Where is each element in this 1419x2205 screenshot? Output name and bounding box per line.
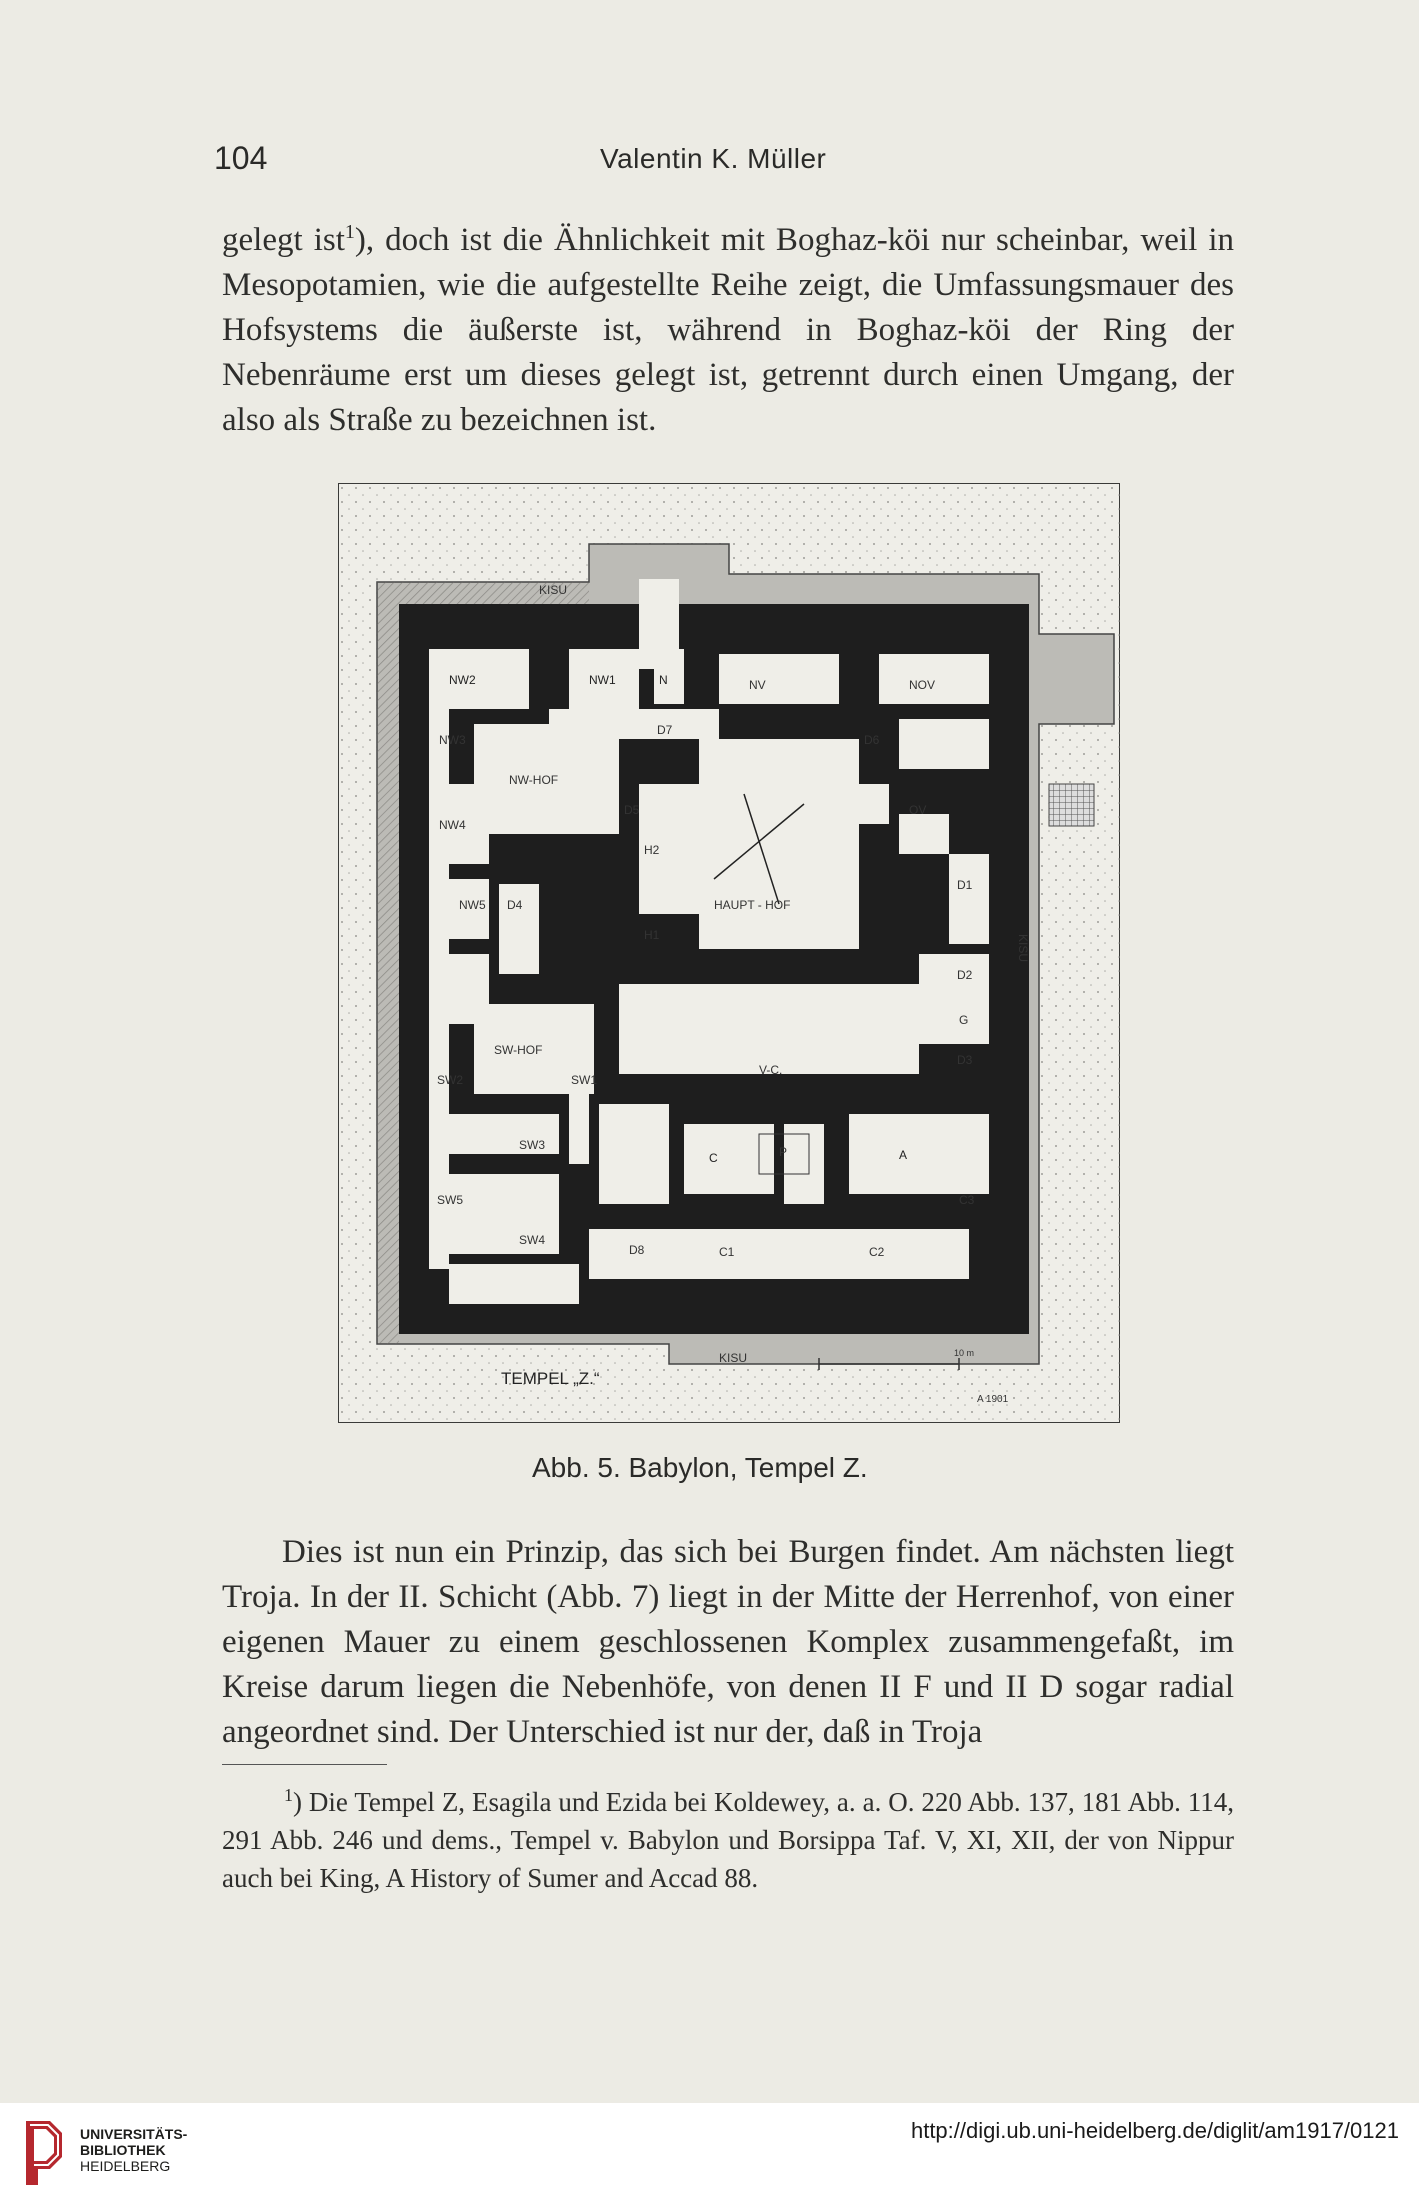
label-nw3: NW3 (439, 733, 466, 747)
plan-signature: A 1901 (977, 1394, 1009, 1405)
paragraph-2: Dies ist nun ein Prinzip, das sich bei Burgen findet. Am nächsten liegt Troja. In der II. Schicht (Abb. 7) liegt in der Mitte der Herrenhof, von einer eigenen Mauer zu einem geschlossenen Komplex zusammengefaßt, im Kreise darum liegen die Nebenhöfe, von denen II F und II D sogar radial angeordnet sind. Der Unterschied ist nur der, daß in Troja (222, 1534, 1234, 1750)
label-n: N (659, 673, 668, 687)
library-name (80, 2126, 187, 2174)
label-ov: OV (909, 803, 927, 817)
label-d4: D4 (507, 898, 523, 912)
label-c3: C3 (959, 1193, 975, 1207)
label-d2: D2 (957, 968, 973, 982)
footnote-text: ) Die Tempel Z, Esagila und Ezida bei Koldewey, a. a. O. 220 Abb. 137, 181 Abb. 114, 291 Abb. 246 und dems., Tempel v. Babylon und Borsippa Taf. V, XI, XII, der von Nippur auch bei King, A History of Sumer and Accad 88. (222, 1787, 1234, 1893)
library-city: HEIDELBERG (80, 2158, 171, 2174)
label-sw4: SW4 (519, 1233, 546, 1247)
label-h2: H2 (644, 843, 660, 857)
label-c: C (709, 1151, 718, 1165)
label-sw1: SW1 (571, 1073, 598, 1087)
label-p: P (779, 1145, 788, 1159)
label-d8: D8 (629, 1243, 645, 1257)
label-d5: D5 (624, 803, 640, 817)
temple-plan-drawing (339, 484, 1121, 1424)
label-sw3: SW3 (519, 1138, 546, 1152)
label-kisu-bottom: KISU (719, 1351, 748, 1365)
source-url-link[interactable]: http://digi.ub.uni-heidelberg.de/diglit/am1917/0121 (910, 2118, 1399, 2143)
footnote (222, 1776, 1234, 1897)
label-kisu-right: KISU (1016, 934, 1030, 963)
label-d1: D1 (957, 878, 973, 892)
label-c2: C2 (869, 1245, 885, 1259)
paragraph-1-start: gelegt ist (222, 222, 345, 258)
label-d3: D3 (957, 1053, 973, 1067)
label-c1: C1 (719, 1245, 735, 1259)
label-nw5: NW5 (459, 898, 486, 912)
temple-plan-figure (338, 483, 1120, 1423)
plan-title: TEMPEL „Z.“ (501, 1369, 600, 1388)
library-name-line: UNIVERSITÄTS- BIBLIOTHEK (80, 2126, 188, 2158)
footnote-rule (222, 1764, 387, 1765)
label-haupt-hof: HAUPT - HOF (714, 898, 791, 912)
label-sw5: SW5 (437, 1193, 464, 1207)
label-nw-hof: NW-HOF (509, 773, 559, 787)
footnote-reference: 1 (344, 221, 355, 243)
label-h1: H1 (644, 928, 660, 942)
label-nov: NOV (909, 678, 936, 692)
paragraph-1-rest: ), doch ist die Ähnlichkeit mit Boghaz-köi nur scheinbar, weil in Mesopotamien, wie die aufgestellte Reihe zeigt, die Umfassungsmauer des Hofsystems die äußerste ist, während in Boghaz-köi der Ring der Nebenräume erst um dieses gelegt ist, getrennt durch einen Umgang, der also als Straße zu bezeichnen ist. (222, 222, 1234, 438)
footnote-mark: 1 (284, 1785, 293, 1805)
label-nw4: NW4 (439, 818, 466, 832)
library-logo-icon[interactable] (20, 2117, 66, 2189)
label-sw-hof: SW-HOF (494, 1043, 543, 1057)
scale-label: 10 m (954, 1348, 975, 1358)
running-head: Valentin K. Müller (600, 143, 827, 174)
label-d6: D6 (864, 733, 880, 747)
page-number: 104 (214, 140, 268, 176)
label-sw2: SW2 (437, 1073, 464, 1087)
label-g: G (959, 1013, 969, 1027)
label-nw2: NW2 (449, 673, 476, 687)
label-d7: D7 (657, 723, 673, 737)
label-vc: V-C. (759, 1063, 783, 1077)
paragraph-1 (222, 218, 1234, 443)
label-nw1: NW1 (589, 673, 616, 687)
label-a: A (899, 1148, 908, 1162)
label-kisu-top: KISU (539, 583, 568, 597)
figure-caption: Abb. 5. Babylon, Tempel Z. (532, 1452, 868, 1483)
east-gate (1049, 784, 1094, 826)
label-nv: NV (749, 678, 766, 692)
